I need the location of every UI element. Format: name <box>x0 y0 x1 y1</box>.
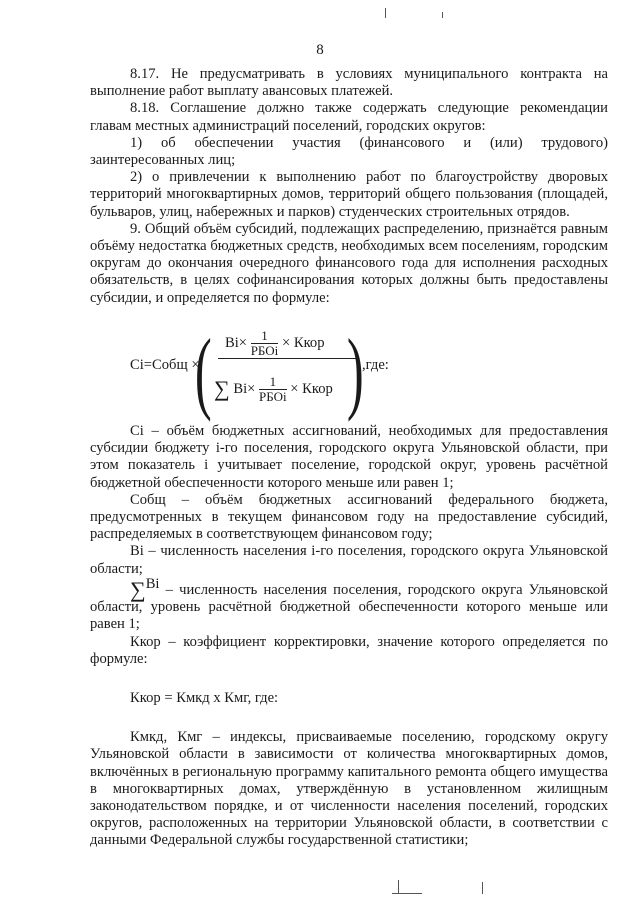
scan-artifact-top <box>385 8 386 18</box>
top-text-block <box>90 66 608 307</box>
kkor-formula: Ккор = Кмкд х Кмг, где: <box>130 690 279 707</box>
sum-bi-desc: – численность населения поселения, городского округа Ульяновской области, уровень расчётной бюджетной обеспеченности которого меньше или равен 1; <box>90 582 608 633</box>
def-kkor: Ккор – коэффициент корректировки, значение которого определяется по формуле: <box>90 633 608 667</box>
denominator-kkor: × Ккор <box>290 380 333 397</box>
spacer-2 <box>90 707 608 729</box>
right-paren: ) <box>346 320 364 422</box>
sigma-symbol: ∑ <box>214 375 230 401</box>
scan-artifact-bottom-2 <box>482 882 483 894</box>
fraction-rbo: РБОi <box>250 343 279 358</box>
scan-artifact-bottom <box>398 880 399 894</box>
paragraph-item-2: 2) о привлечении к выполнению работ по благоустройству дворовых территорий многоквартирных домов, территорий общего пользования (площадей, бульваров, улиц, набережных и парков) студенческих строительных отрядов. <box>90 169 608 220</box>
den-fraction-rbo: РБОi <box>259 389 287 404</box>
sum-bi-sigma: ∑ <box>130 577 146 602</box>
formula-denominator <box>214 375 333 404</box>
page-number: 8 <box>316 42 324 58</box>
def-kmkd-kmg: Кмкд, Кмг – индексы, присваиваемые поселению, городскому округу Ульяновской области в зависимости от количества многоквартирных домов, включённых в региональную программу капитального ремонта общего имущества в многоквартирных домах, утверждённую в установленном жилищным законодательством порядке, и от численности населения поселений, городских округов, расположенных на территории Ульяновской области, в соответствии с данными Федеральной службы государственной статистики; <box>90 729 608 849</box>
denominator-fraction <box>259 375 287 404</box>
numerator-bi: Bi× <box>225 334 248 351</box>
numerator-fraction <box>251 329 279 358</box>
sum-bi-block <box>90 576 608 850</box>
fraction-one: 1 <box>251 329 279 344</box>
scan-artifact-bottom-3 <box>392 893 422 894</box>
formula-gde: ,где: <box>362 357 389 373</box>
formula-numerator <box>225 329 325 358</box>
paragraph-item-1: 1) об обеспечении участия (финансового и (или) трудового) заинтересованных лиц; <box>90 134 608 169</box>
left-paren: ( <box>194 320 212 422</box>
def-sobsh: Собщ – объём бюджетных ассигнований федерального бюджета, предусмотренных в текущем финансовом году на предоставление субсидий, распределяемых в соответствующем финансовом году; <box>90 491 608 543</box>
sum-bi-label: Bi <box>145 576 160 592</box>
subsidy-formula <box>130 320 430 422</box>
spacer <box>90 668 608 690</box>
den-fraction-one: 1 <box>259 375 287 390</box>
paragraph-8-17: 8.17. Не предусматривать в условиях муниципального контракта на выполнение работ выплату авансовых платежей. <box>90 66 608 100</box>
definitions-block <box>90 423 608 578</box>
scan-artifact-top-2 <box>442 12 443 18</box>
denominator-bi: Bi× <box>233 380 256 397</box>
sum-bi-paragraph <box>90 576 608 634</box>
formula-lhs: Ci=Собщ × <box>130 357 200 373</box>
main-fraction-bar <box>218 358 356 359</box>
numerator-kkor: × Ккор <box>281 334 325 351</box>
def-ci: Ci – объём бюджетных ассигнований, необходимых для предоставления субсидии бюджету i-го поселения, городского округа Ульяновской области, при этом показатель i учитывает поселение, городской округ, уровень расчётной бюджетной обеспеченности которого меньше или равен 1; <box>90 423 608 491</box>
paragraph-8-18: 8.18. Соглашение должно также содержать следующие рекомендации главам местных администраций поселений, городских округов: <box>90 100 608 134</box>
paragraph-9: 9. Общий объём субсидий, подлежащих распределению, признаётся равным объёму недостатка бюджетных средств, необходимых всем поселениям, городским округам до окончания очередного финансового года для исполнения расходных обязательств, в целях софинансирования которых должны быть предоставлены субсидии, и определяется по формуле: <box>90 220 608 306</box>
def-bi: Bi – численность населения i-го поселения, городского округа Ульяновской области; <box>90 543 608 577</box>
